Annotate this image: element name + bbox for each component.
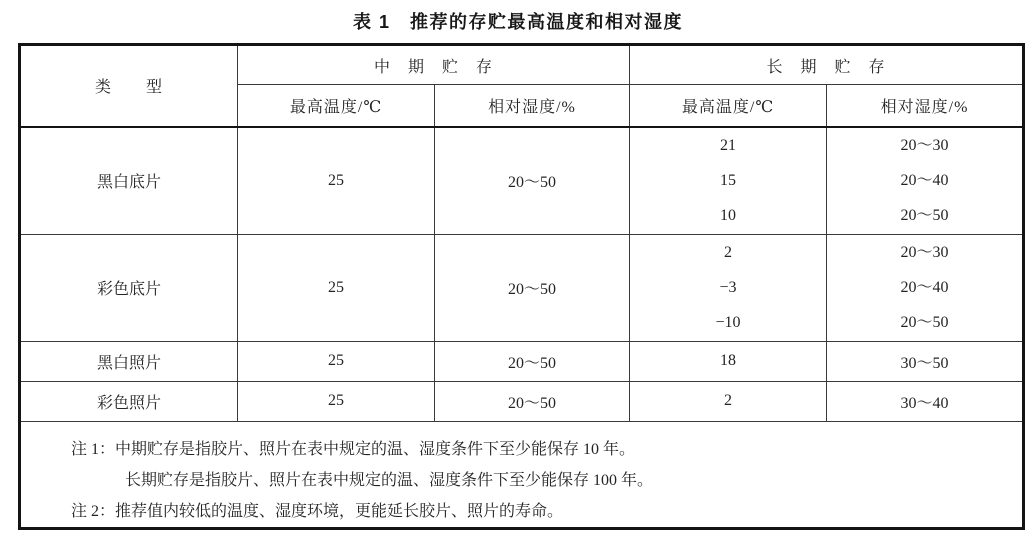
- value-line: 20～40: [900, 279, 949, 296]
- note-1-line-2: 长期贮存是指胶片、照片在表中规定的温、湿度条件下至少能保存 100 年。: [125, 471, 654, 489]
- notes-row: [20, 421, 1024, 528]
- value-line: −3: [719, 279, 737, 296]
- cell-mid-max-temp: 25: [238, 234, 435, 341]
- value-stack: [630, 235, 826, 341]
- table-row-bw-film: [20, 127, 1024, 235]
- value-line: 20～40: [900, 172, 949, 189]
- cell-long-rel-humidity: [827, 234, 1024, 341]
- note-2: 注 2：推荐值内较低的温度、湿度环境，更能延长胶片、照片的寿命。: [71, 502, 564, 520]
- cell-type: 彩色底片: [20, 234, 238, 341]
- table-row-color-photo: [20, 381, 1024, 421]
- cell-mid-max-temp: 25: [238, 341, 435, 381]
- cell-type: 彩色照片: [20, 381, 238, 421]
- header-row-groups: [20, 45, 1024, 85]
- value-line: 2: [724, 244, 733, 261]
- value-line: 20～50: [900, 207, 949, 224]
- cell-mid-rel-humidity: 20～50: [435, 381, 630, 421]
- cell-type: 黑白照片: [20, 341, 238, 381]
- cell-long-max-temp: [630, 234, 827, 341]
- cell-mid-rel-humidity: 20～50: [435, 127, 630, 235]
- cell-mid-rel-humidity: 20～50: [435, 234, 630, 341]
- value-stack: [630, 128, 826, 234]
- cell-long-rel-humidity: 30～40: [827, 381, 1024, 421]
- value-line: 15: [720, 172, 737, 189]
- cell-long-max-temp: 2: [630, 381, 827, 421]
- header-mid-rel-humidity: 相对湿度/%: [435, 85, 630, 127]
- table-row-color-film: [20, 234, 1024, 341]
- note-1-line-1: 注 1：中期贮存是指胶片、照片在表中规定的温、湿度条件下至少能保存 10 年。: [71, 440, 636, 458]
- table-notes: [20, 421, 1024, 528]
- cell-long-max-temp: [630, 127, 827, 235]
- cell-mid-rel-humidity: 20～50: [435, 341, 630, 381]
- header-type: 类 型: [20, 45, 238, 127]
- value-stack: [827, 128, 1022, 234]
- value-stack: [827, 235, 1022, 341]
- cell-mid-max-temp: 25: [238, 127, 435, 235]
- cell-type: 黑白底片: [20, 127, 238, 235]
- cell-long-max-temp: 18: [630, 341, 827, 381]
- value-line: 20～30: [900, 244, 949, 261]
- cell-long-rel-humidity: [827, 127, 1024, 235]
- value-line: 21: [720, 137, 737, 154]
- value-line: 20～50: [900, 314, 949, 331]
- storage-conditions-table: [18, 43, 1025, 530]
- value-line: 20～30: [900, 137, 949, 154]
- header-long-max-temp: 最高温度/℃: [630, 85, 827, 127]
- cell-long-rel-humidity: 30～50: [827, 341, 1024, 381]
- header-long-term-storage: 长 期 贮 存: [630, 45, 1024, 85]
- header-mid-term-storage: 中 期 贮 存: [238, 45, 630, 85]
- value-line: −10: [715, 314, 741, 331]
- header-long-rel-humidity: 相对湿度/%: [827, 85, 1024, 127]
- cell-mid-max-temp: 25: [238, 381, 435, 421]
- table-row-bw-photo: [20, 341, 1024, 381]
- table-caption: 表 1 推荐的存贮最高温度和相对湿度: [352, 12, 683, 32]
- value-line: 10: [720, 207, 737, 224]
- header-mid-max-temp: 最高温度/℃: [238, 85, 435, 127]
